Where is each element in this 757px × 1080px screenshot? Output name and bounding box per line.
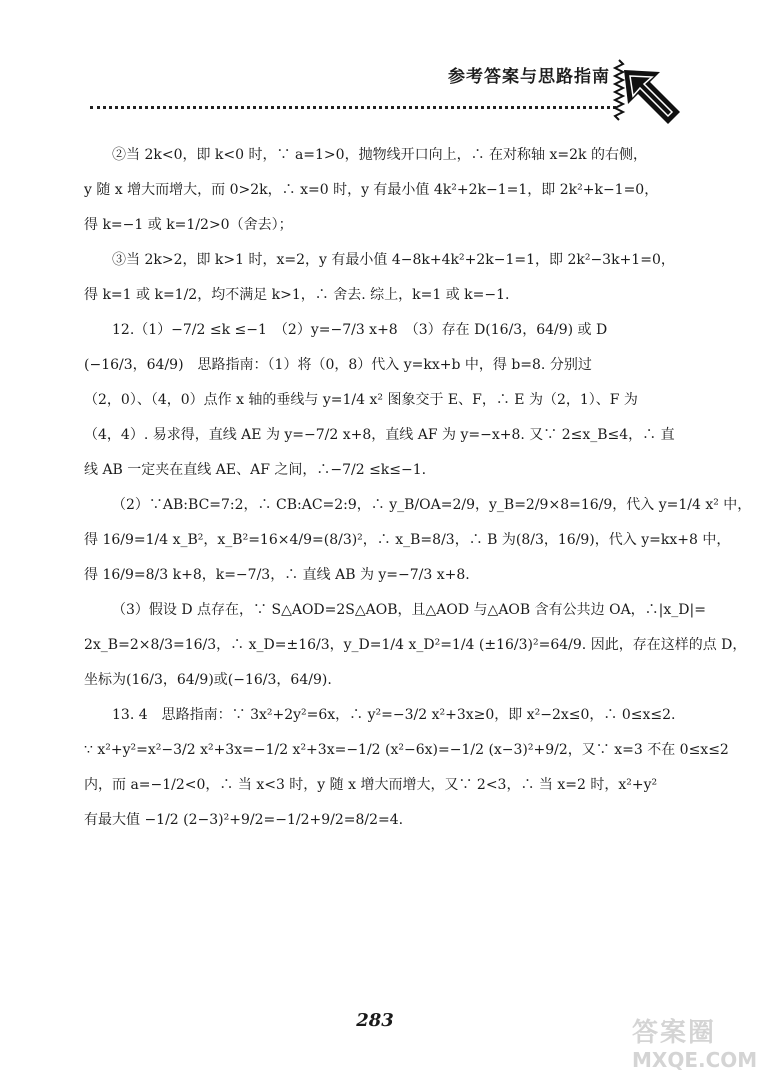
pointer-arrow-icon: [622, 66, 684, 132]
text-line: 线 AB 一定夹在直线 AE、AF 之间，∴−7/2 ≤k≤−1.: [84, 462, 427, 478]
header-title: 参考答案与思路指南: [448, 67, 610, 87]
text-line: （3）假设 D 点存在，∵ S△AOD=2S△AOB，且△AOD 与△AOB 含有公共边 OA，∴|x_D|=: [112, 602, 706, 618]
text-line: （2，0）、（4，0）点作 x 轴的垂线与 y=1/4 x² 图象交于 E、F，∴ E 为（2，1）、F 为: [84, 392, 638, 408]
watermark-bottom-text: MXQE.COM: [632, 1048, 757, 1072]
text-line: y 随 x 增大而增大，而 0>2k，∴ x=0 时，y 有最小值 4k²+2k−1=1，即 2k²+k−1=0，: [84, 182, 659, 198]
text-line: 得 16/9=1/4 x_B²，x_B²=16×4/9=(8/3)²，∴ x_B=8/3，∴ B 为(8/3，16/9)，代入 y=kx+8 中，: [84, 532, 731, 548]
text-line: （4，4）. 易求得，直线 AE 为 y=−7/2 x+8，直线 AF 为 y=−x+8. 又∵ 2≤x_B≤4，∴ 直: [84, 427, 675, 443]
text-line: 得 16/9=8/3 k+8，k=−7/3，∴ 直线 AB 为 y=−7/3 x+8.: [84, 567, 470, 583]
text-line: 坐标为(16/3，64/9)或(−16/3，64/9).: [84, 672, 332, 688]
text-line: ②当 2k<0，即 k<0 时，∵ a=1>0，抛物线开口向上，∴ 在对称轴 x=2k 的右侧，: [112, 147, 647, 163]
text-line: 2x_B=2×8/3=16/3，∴ x_D=±16/3，y_D=1/4 x_D²=1/4 (±16/3)²=64/9. 因此，存在这样的点 D，: [84, 637, 747, 653]
text-line: ∵ x²+y²=x²−3/2 x²+3x=−1/2 x²+3x=−1/2 (x²−6x)=−1/2 (x−3)²+9/2，又∵ x=3 不在 0≤x≤2: [84, 742, 729, 758]
text-line: (−16/3，64/9) 思路指南：（1）将（0，8）代入 y=kx+b 中，得 b=8. 分别过: [84, 357, 592, 373]
text-line: 得 k=−1 或 k=1/2>0（舍去）；: [84, 217, 293, 233]
text-line: 12.（1）−7/2 ≤k ≤−1 （2）y=−7/3 x+8 （3）存在 D(16/3，64/9) 或 D: [112, 322, 608, 338]
text-line: （2）∵AB:BC=7:2，∴ CB:AC=2:9，∴ y_B/OA=2/9，y_B=2/9×8=16/9，代入 y=1/4 x² 中，: [112, 497, 752, 513]
watermark-top-text: 答案圈: [632, 1018, 717, 1048]
header-divider: [90, 106, 616, 109]
text-line: 内，而 a=−1/2<0，∴ 当 x<3 时，y 随 x 增大而增大，又∵ 2<3，∴ 当 x=2 时，x²+y²: [84, 777, 658, 793]
text-line: 13. 4 思路指南：∵ 3x²+2y²=6x，∴ y²=−3/2 x²+3x≥0，即 x²−2x≤0，∴ 0≤x≤2.: [112, 707, 676, 723]
answer-content: [84, 138, 752, 838]
text-line: ③当 2k>2，即 k>1 时，x=2，y 有最小值 4−8k+4k²+2k−1=1，即 2k²−3k+1=0，: [112, 252, 675, 268]
text-line: 得 k=1 或 k=1/2，均不满足 k>1，∴ 舍去. 综上，k=1 或 k=−1.: [84, 287, 510, 303]
page-number: 283: [356, 1010, 394, 1031]
watermark-logo: [632, 1018, 757, 1078]
text-line: 有最大值 −1/2 (2−3)²+9/2=−1/2+9/2=8/2=4.: [84, 812, 404, 828]
